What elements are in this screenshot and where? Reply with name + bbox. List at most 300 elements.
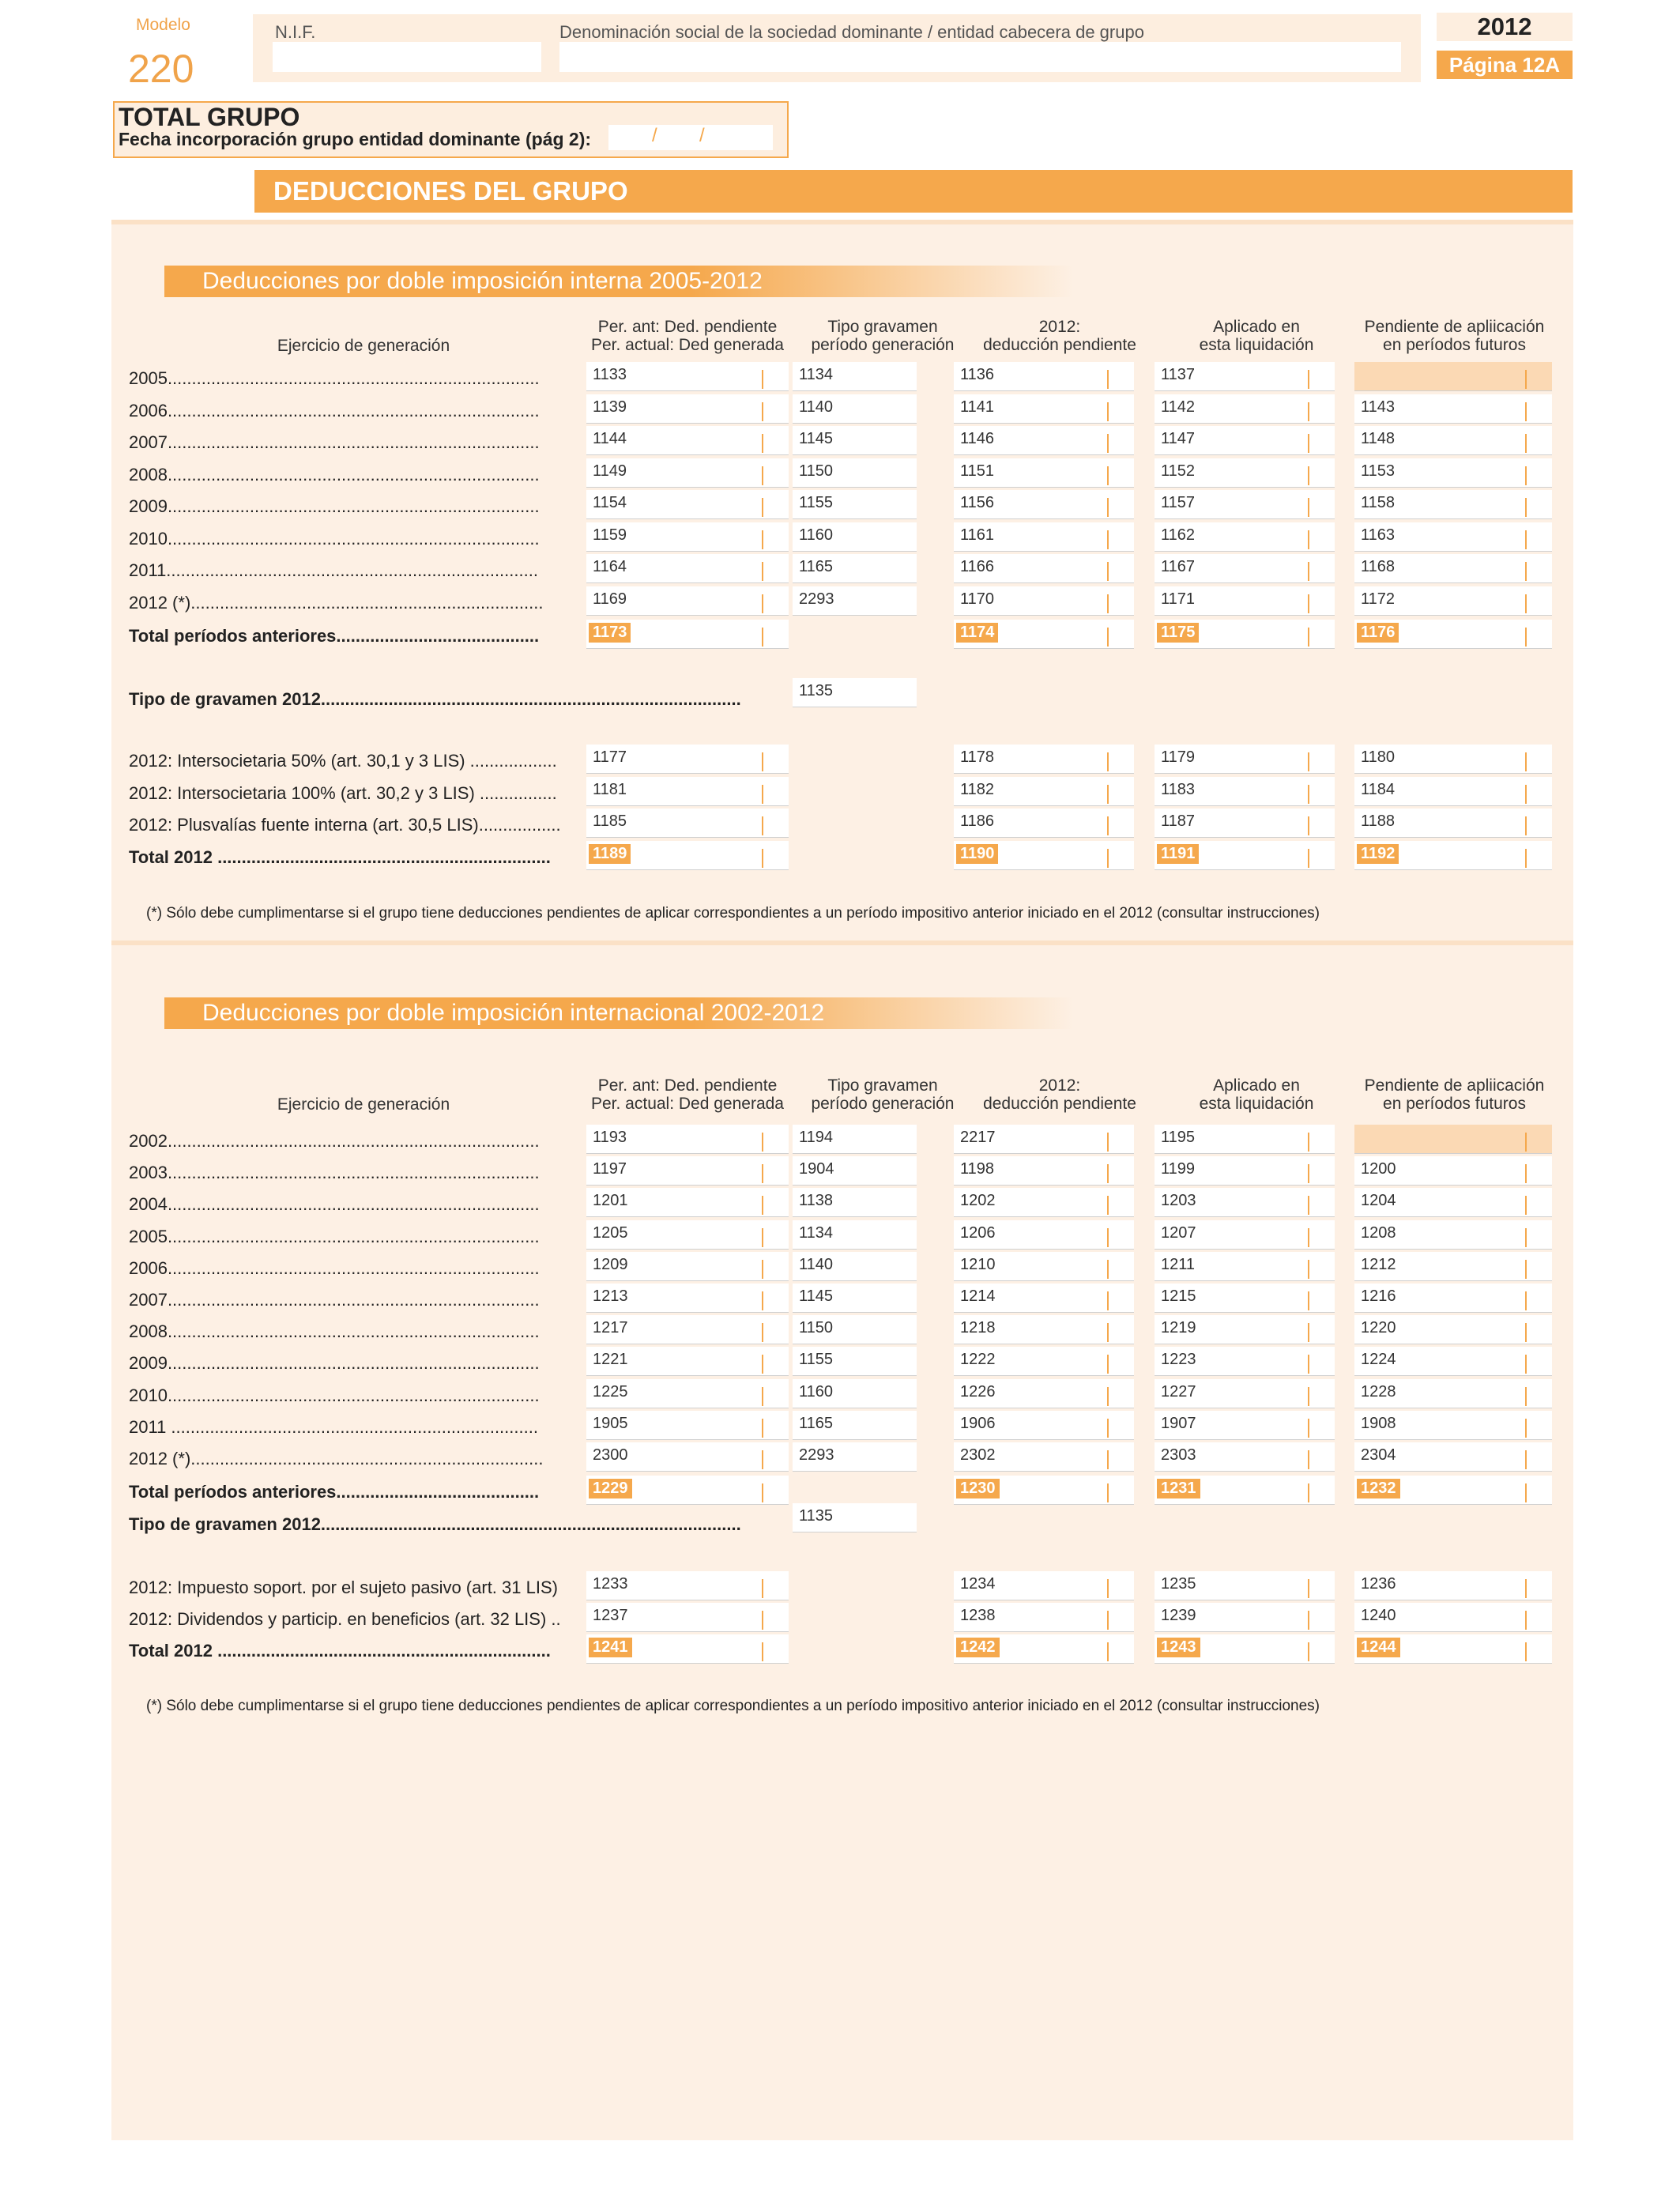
field-tick bbox=[1308, 562, 1309, 581]
amount-field-1204[interactable] bbox=[1354, 1188, 1552, 1217]
amount-field-1163[interactable] bbox=[1354, 522, 1552, 552]
amount-field-1162[interactable] bbox=[1155, 522, 1335, 552]
field-code: 1206 bbox=[960, 1223, 996, 1242]
amount-field-1134[interactable] bbox=[793, 362, 917, 391]
amount-field-1195[interactable] bbox=[1155, 1125, 1335, 1154]
amount-field-1197[interactable] bbox=[586, 1156, 789, 1186]
amount-field-1223[interactable] bbox=[1155, 1347, 1335, 1376]
field-code: 1907 bbox=[1161, 1414, 1196, 1432]
deducciones-title: DEDUCCIONES DEL GRUPO bbox=[254, 170, 1573, 213]
amount-field-1148[interactable] bbox=[1354, 426, 1552, 455]
amount-field-1206[interactable] bbox=[954, 1220, 1134, 1250]
field-tick bbox=[762, 628, 763, 647]
field-code: 1237 bbox=[593, 1607, 628, 1625]
amount-field-1200[interactable] bbox=[1354, 1156, 1552, 1186]
field-tick bbox=[1308, 1387, 1309, 1406]
amount-field-1237[interactable] bbox=[586, 1603, 789, 1632]
amount-field-1138[interactable] bbox=[793, 1188, 917, 1217]
amount-field-1141[interactable] bbox=[954, 394, 1134, 424]
field-code: 1152 bbox=[1161, 462, 1196, 480]
field-code: 1218 bbox=[960, 1319, 996, 1337]
column-header-line1: Aplicado en bbox=[1213, 1076, 1300, 1095]
field-tick bbox=[1308, 1419, 1309, 1438]
amount-field-2217[interactable] bbox=[954, 1125, 1134, 1154]
amount-field-1241[interactable] bbox=[586, 1634, 789, 1664]
field-code: 1908 bbox=[1361, 1414, 1396, 1432]
amount-field-1221[interactable] bbox=[586, 1347, 789, 1376]
column-header-line2: esta liquidación bbox=[1199, 336, 1314, 354]
field-code: 1230 bbox=[956, 1479, 1000, 1498]
amount-field-1225[interactable] bbox=[586, 1379, 789, 1408]
amount-field-1222[interactable] bbox=[954, 1347, 1134, 1376]
amount-field-1155[interactable] bbox=[793, 490, 917, 519]
field-code: 1146 bbox=[960, 430, 995, 447]
field-tick bbox=[1525, 849, 1527, 868]
field-tick bbox=[1525, 594, 1527, 613]
field-tick bbox=[1107, 628, 1109, 647]
amount-field-1219[interactable] bbox=[1155, 1315, 1335, 1344]
amount-field-1186[interactable] bbox=[954, 809, 1134, 838]
amount-field-1201[interactable] bbox=[586, 1188, 789, 1217]
field-code: 1134 bbox=[799, 366, 834, 383]
field-code: 1240 bbox=[1361, 1607, 1396, 1625]
field-code: 1172 bbox=[1361, 590, 1396, 608]
amount-field-1160[interactable] bbox=[793, 1379, 917, 1408]
amount-field-1212[interactable] bbox=[1354, 1252, 1552, 1281]
field-tick bbox=[762, 1579, 763, 1598]
column-header-line1: Per. ant: Ded. pendiente bbox=[597, 1076, 778, 1095]
amount-field-1211[interactable] bbox=[1155, 1252, 1335, 1281]
field-code: 1165 bbox=[799, 558, 834, 575]
field-tick bbox=[1308, 402, 1309, 421]
field-code: 1158 bbox=[1361, 494, 1396, 511]
field-tick bbox=[1525, 816, 1527, 835]
field-code: 1198 bbox=[960, 1160, 995, 1178]
amount-field-1152[interactable] bbox=[1155, 458, 1335, 488]
amount-field-1191[interactable] bbox=[1155, 841, 1335, 870]
amount-field-1230[interactable] bbox=[954, 1476, 1134, 1505]
field-code: 1225 bbox=[593, 1382, 628, 1400]
denominacion-label: Denominación social de la sociedad dominante / entidad cabecera de grupo bbox=[559, 22, 1144, 42]
amount-field-1147[interactable] bbox=[1155, 426, 1335, 455]
field-code: 1138 bbox=[799, 1192, 834, 1210]
column-header-apl bbox=[1154, 1076, 1359, 1113]
field-tick bbox=[1107, 752, 1109, 771]
amount-field-1904[interactable] bbox=[793, 1156, 917, 1186]
amount-field-1161[interactable] bbox=[954, 522, 1134, 552]
amount-field-1188[interactable] bbox=[1354, 809, 1552, 838]
field-code: 1236 bbox=[1361, 1575, 1396, 1593]
amount-field-1168[interactable] bbox=[1354, 554, 1552, 583]
field-code: 2304 bbox=[1361, 1446, 1396, 1464]
field-code: 1180 bbox=[1361, 748, 1396, 766]
amount-field-1906[interactable] bbox=[954, 1411, 1134, 1440]
tipo-gravamen-label: Tipo de gravamen 2012....................................................................................... bbox=[129, 689, 741, 709]
amount-field-1210[interactable] bbox=[954, 1252, 1134, 1281]
field-tick bbox=[1107, 1355, 1109, 1374]
field-code: 1136 bbox=[960, 366, 995, 383]
nif-field[interactable] bbox=[273, 42, 541, 72]
amount-field-1227[interactable] bbox=[1155, 1379, 1335, 1408]
field-code: 1212 bbox=[1361, 1255, 1396, 1273]
row-label: 2011............................................................................. bbox=[129, 560, 538, 580]
field-tick bbox=[1107, 1323, 1109, 1342]
amount-field-1189[interactable] bbox=[586, 841, 789, 870]
amount-field-1143[interactable] bbox=[1354, 394, 1552, 424]
field-tick bbox=[1308, 594, 1309, 613]
amount-field-1169[interactable] bbox=[586, 586, 789, 616]
field-tick bbox=[1107, 1579, 1109, 1598]
row-label: Total 2012 ..................................................................... bbox=[129, 1641, 551, 1661]
amount-field-1175[interactable] bbox=[1155, 620, 1335, 649]
empty-shaded-cell bbox=[1354, 1125, 1552, 1154]
amount-field-1228[interactable] bbox=[1354, 1379, 1552, 1408]
amount-field-1240[interactable] bbox=[1354, 1603, 1552, 1632]
amount-field-1234[interactable] bbox=[954, 1571, 1134, 1600]
field-tick bbox=[1308, 752, 1309, 771]
field-code: 1163 bbox=[1361, 526, 1396, 544]
field-code: 1187 bbox=[1161, 812, 1196, 830]
field-tick bbox=[1525, 1483, 1527, 1502]
field-code: 1134 bbox=[799, 1223, 834, 1242]
field-code: 1185 bbox=[593, 812, 627, 830]
amount-field-1172[interactable] bbox=[1354, 586, 1552, 616]
column-header-apl bbox=[1154, 318, 1359, 354]
amount-field-1226[interactable] bbox=[954, 1379, 1134, 1408]
amount-field-1160[interactable] bbox=[793, 522, 917, 552]
tipo-gravamen-field[interactable] bbox=[793, 678, 917, 707]
amount-field-1134[interactable] bbox=[793, 1220, 917, 1250]
amount-field-1217[interactable] bbox=[586, 1315, 789, 1344]
amount-field-1176[interactable] bbox=[1354, 620, 1552, 649]
field-code: 1219 bbox=[1161, 1319, 1196, 1337]
amount-field-1173[interactable] bbox=[586, 620, 789, 649]
field-tick bbox=[1308, 1260, 1309, 1279]
column-header-line2: en períodos futuros bbox=[1383, 336, 1526, 354]
amount-field-1202[interactable] bbox=[954, 1188, 1134, 1217]
amount-field-1180[interactable] bbox=[1354, 745, 1552, 774]
amount-field-1133[interactable] bbox=[586, 362, 789, 391]
field-code: 1191 bbox=[1157, 844, 1199, 864]
field-tick bbox=[1107, 1483, 1109, 1502]
amount-field-1244[interactable] bbox=[1354, 1634, 1552, 1664]
fecha-incorporacion-field[interactable] bbox=[608, 125, 773, 150]
amount-field-1190[interactable] bbox=[954, 841, 1134, 870]
amount-field-2300[interactable] bbox=[586, 1442, 789, 1472]
field-code: 1166 bbox=[960, 558, 995, 575]
field-code: 1143 bbox=[1361, 398, 1396, 416]
field-code: 1243 bbox=[1157, 1638, 1200, 1657]
amount-field-1215[interactable] bbox=[1155, 1284, 1335, 1313]
row-label: 2012 (*)......................................................................... bbox=[129, 1449, 544, 1468]
field-code: 1159 bbox=[593, 526, 627, 544]
amount-field-1166[interactable] bbox=[954, 554, 1134, 583]
field-code: 1239 bbox=[1161, 1607, 1196, 1625]
field-tick bbox=[1525, 1228, 1527, 1247]
row-label: 2008............................................................................. bbox=[129, 464, 540, 484]
field-tick bbox=[1107, 1387, 1109, 1406]
field-tick bbox=[762, 1228, 763, 1247]
amount-field-1140[interactable] bbox=[793, 1252, 917, 1281]
field-code: 1170 bbox=[960, 590, 995, 608]
field-tick bbox=[1308, 530, 1309, 549]
amount-field-1157[interactable] bbox=[1155, 490, 1335, 519]
amount-field-1192[interactable] bbox=[1354, 841, 1552, 870]
field-code: 1233 bbox=[593, 1575, 628, 1593]
amount-field-1177[interactable] bbox=[586, 745, 789, 774]
amount-field-1208[interactable] bbox=[1354, 1220, 1552, 1250]
amount-field-1140[interactable] bbox=[793, 394, 917, 424]
amount-field-1137[interactable] bbox=[1155, 362, 1335, 391]
amount-field-1179[interactable] bbox=[1155, 745, 1335, 774]
field-tick bbox=[1308, 370, 1309, 389]
column-header-ded bbox=[949, 318, 1170, 354]
column-header-line2: Per. actual: Ded generada bbox=[590, 336, 784, 354]
field-code: 1147 bbox=[1161, 430, 1196, 447]
amount-field-1224[interactable] bbox=[1354, 1347, 1552, 1376]
amount-field-1236[interactable] bbox=[1354, 1571, 1552, 1600]
field-tick bbox=[762, 498, 763, 517]
field-tick bbox=[762, 594, 763, 613]
amount-field-1905[interactable] bbox=[586, 1411, 789, 1440]
amount-field-1216[interactable] bbox=[1354, 1284, 1552, 1313]
amount-field-1145[interactable] bbox=[793, 1284, 917, 1313]
field-code: 1205 bbox=[593, 1223, 628, 1242]
field-code: 1241 bbox=[589, 1638, 632, 1657]
row-label: 2009............................................................................. bbox=[129, 1353, 540, 1374]
field-tick bbox=[1107, 1611, 1109, 1630]
field-tick bbox=[762, 1642, 763, 1661]
column-header-line2: esta liquidación bbox=[1199, 1095, 1314, 1113]
field-code: 1242 bbox=[956, 1638, 1000, 1657]
tipo-gravamen-label: Tipo de gravamen 2012....................................................................................... bbox=[129, 1514, 741, 1534]
amount-field-1239[interactable] bbox=[1155, 1603, 1335, 1632]
row-label: 2006............................................................................. bbox=[129, 400, 540, 420]
column-header-line2: deducción pendiente bbox=[983, 336, 1136, 354]
amount-field-1144[interactable] bbox=[586, 426, 789, 455]
amount-field-1142[interactable] bbox=[1155, 394, 1335, 424]
field-tick bbox=[762, 1419, 763, 1438]
year-badge: 2012 bbox=[1437, 13, 1573, 41]
amount-field-1146[interactable] bbox=[954, 426, 1134, 455]
field-tick bbox=[1525, 785, 1527, 804]
field-code: 1202 bbox=[960, 1192, 996, 1210]
field-tick bbox=[1308, 1133, 1309, 1152]
field-tick bbox=[1525, 1323, 1527, 1342]
field-code: 1140 bbox=[799, 398, 834, 416]
amount-field-1198[interactable] bbox=[954, 1156, 1134, 1186]
field-code: 1217 bbox=[593, 1319, 628, 1337]
amount-field-1165[interactable] bbox=[793, 554, 917, 583]
row-label: 2010............................................................................. bbox=[129, 1385, 540, 1405]
amount-field-1136[interactable] bbox=[954, 362, 1134, 391]
amount-field-1213[interactable] bbox=[586, 1284, 789, 1313]
column-header-line1: 2012: bbox=[1038, 1076, 1081, 1095]
amount-field-1193[interactable] bbox=[586, 1125, 789, 1154]
field-tick bbox=[1308, 816, 1309, 835]
row-label: 2012 (*)......................................................................... bbox=[129, 592, 544, 613]
amount-field-1145[interactable] bbox=[793, 426, 917, 455]
row-label: 2007............................................................................. bbox=[129, 1290, 540, 1310]
column-header-line1: Pendiente de apliicación bbox=[1364, 318, 1545, 336]
denominacion-field[interactable] bbox=[559, 42, 1401, 72]
amount-field-1159[interactable] bbox=[586, 522, 789, 552]
field-tick bbox=[762, 816, 763, 835]
field-code: 1173 bbox=[589, 623, 631, 643]
amount-field-2293[interactable] bbox=[793, 1442, 917, 1472]
amount-field-1155[interactable] bbox=[793, 1347, 917, 1376]
field-tick bbox=[1308, 1164, 1309, 1183]
row-label: 2004............................................................................. bbox=[129, 1194, 540, 1215]
amount-field-1165[interactable] bbox=[793, 1411, 917, 1440]
amount-field-1154[interactable] bbox=[586, 490, 789, 519]
column-header-ded bbox=[949, 1076, 1170, 1113]
field-tick bbox=[1525, 1579, 1527, 1598]
row-label: 2012: Plusvalías fuente interna (art. 30,5 LIS)................. bbox=[129, 815, 561, 835]
amount-field-1151[interactable] bbox=[954, 458, 1134, 488]
amount-field-1238[interactable] bbox=[954, 1603, 1134, 1632]
field-code: 1144 bbox=[593, 430, 627, 447]
amount-field-2304[interactable] bbox=[1354, 1442, 1552, 1472]
amount-field-1235[interactable] bbox=[1155, 1571, 1335, 1600]
field-tick bbox=[1308, 1642, 1309, 1661]
field-tick bbox=[1525, 1387, 1527, 1406]
nif-label: N.I.F. bbox=[275, 22, 316, 42]
column-header-pend bbox=[1356, 318, 1554, 354]
field-tick bbox=[1107, 466, 1109, 485]
field-code: 1203 bbox=[1161, 1192, 1196, 1210]
field-code: 1165 bbox=[799, 1414, 834, 1432]
amount-field-1207[interactable] bbox=[1155, 1220, 1335, 1250]
amount-field-1185[interactable] bbox=[586, 809, 789, 838]
amount-field-1232[interactable] bbox=[1354, 1476, 1552, 1505]
amount-field-1242[interactable] bbox=[954, 1634, 1134, 1664]
field-tick bbox=[1525, 402, 1527, 421]
column-header-line2: período generación bbox=[811, 336, 955, 354]
amount-field-1153[interactable] bbox=[1354, 458, 1552, 488]
field-code: 1189 bbox=[589, 844, 631, 864]
field-code: 1211 bbox=[1161, 1255, 1196, 1273]
field-tick bbox=[762, 1387, 763, 1406]
amount-field-1167[interactable] bbox=[1155, 554, 1335, 583]
amount-field-1182[interactable] bbox=[954, 777, 1134, 806]
amount-field-1181[interactable] bbox=[586, 777, 789, 806]
field-tick bbox=[762, 752, 763, 771]
amount-field-1187[interactable] bbox=[1155, 809, 1335, 838]
amount-field-1209[interactable] bbox=[586, 1252, 789, 1281]
field-tick bbox=[1308, 1323, 1309, 1342]
field-code: 1181 bbox=[593, 780, 627, 798]
amount-field-1243[interactable] bbox=[1155, 1634, 1335, 1664]
field-code: 1207 bbox=[1161, 1223, 1196, 1242]
field-code: 1178 bbox=[960, 748, 995, 766]
field-code: 1148 bbox=[1361, 430, 1396, 447]
field-code: 1201 bbox=[593, 1192, 628, 1210]
field-tick bbox=[1107, 816, 1109, 835]
amount-field-1908[interactable] bbox=[1354, 1411, 1552, 1440]
field-tick bbox=[1525, 752, 1527, 771]
amount-field-2302[interactable] bbox=[954, 1442, 1134, 1472]
field-tick bbox=[1525, 1419, 1527, 1438]
field-tick bbox=[1107, 1450, 1109, 1469]
field-tick bbox=[1107, 530, 1109, 549]
field-tick bbox=[1525, 562, 1527, 581]
field-code: 1208 bbox=[1361, 1223, 1396, 1242]
amount-field-1150[interactable] bbox=[793, 1315, 917, 1344]
amount-field-1218[interactable] bbox=[954, 1315, 1134, 1344]
date-separator: / bbox=[652, 125, 657, 146]
amount-field-1150[interactable] bbox=[793, 458, 917, 488]
amount-field-2303[interactable] bbox=[1155, 1442, 1335, 1472]
field-code: 1190 bbox=[956, 844, 998, 864]
amount-field-1149[interactable] bbox=[586, 458, 789, 488]
field-code: 1135 bbox=[799, 682, 834, 699]
amount-field-1158[interactable] bbox=[1354, 490, 1552, 519]
field-tick bbox=[762, 785, 763, 804]
field-tick bbox=[762, 1450, 763, 1469]
amount-field-1220[interactable] bbox=[1354, 1315, 1552, 1344]
field-tick bbox=[1525, 370, 1527, 389]
field-code: 1149 bbox=[593, 462, 627, 480]
field-tick bbox=[1525, 530, 1527, 549]
amount-field-1183[interactable] bbox=[1155, 777, 1335, 806]
field-code: 1168 bbox=[1361, 558, 1396, 575]
amount-field-1184[interactable] bbox=[1354, 777, 1552, 806]
amount-field-1199[interactable] bbox=[1155, 1156, 1335, 1186]
field-tick bbox=[1107, 1291, 1109, 1310]
amount-field-1178[interactable] bbox=[954, 745, 1134, 774]
amount-field-1203[interactable] bbox=[1155, 1188, 1335, 1217]
amount-field-1907[interactable] bbox=[1155, 1411, 1335, 1440]
field-code: 1213 bbox=[593, 1287, 628, 1305]
amount-field-1233[interactable] bbox=[586, 1571, 789, 1600]
tipo-gravamen-field[interactable] bbox=[793, 1503, 917, 1532]
field-code: 1135 bbox=[799, 1507, 834, 1525]
divider bbox=[111, 941, 1573, 945]
field-tick bbox=[1107, 1419, 1109, 1438]
field-code: 1139 bbox=[593, 398, 627, 416]
field-code: 1155 bbox=[799, 494, 834, 511]
row-label: Total períodos anteriores.......................................... bbox=[129, 626, 540, 646]
column-header-line1: Tipo gravamen bbox=[827, 1076, 938, 1095]
amount-field-1171[interactable] bbox=[1155, 586, 1335, 616]
amount-field-1164[interactable] bbox=[586, 554, 789, 583]
field-tick bbox=[762, 434, 763, 453]
field-code: 1182 bbox=[960, 780, 995, 798]
amount-field-1214[interactable] bbox=[954, 1284, 1134, 1313]
amount-field-1139[interactable] bbox=[586, 394, 789, 424]
field-code: 1151 bbox=[960, 462, 995, 480]
field-tick bbox=[1308, 785, 1309, 804]
column-header-ejercicio: Ejercicio de generación bbox=[277, 1095, 450, 1114]
amount-field-1205[interactable] bbox=[586, 1220, 789, 1250]
amount-field-2293[interactable] bbox=[793, 586, 917, 616]
row-label: 2006............................................................................. bbox=[129, 1257, 540, 1278]
field-code: 1244 bbox=[1357, 1638, 1400, 1657]
amount-field-1231[interactable] bbox=[1155, 1476, 1335, 1505]
amount-field-1229[interactable] bbox=[586, 1476, 789, 1505]
amount-field-1170[interactable] bbox=[954, 586, 1134, 616]
amount-field-1194[interactable] bbox=[793, 1125, 917, 1154]
amount-field-1156[interactable] bbox=[954, 490, 1134, 519]
field-tick bbox=[762, 1133, 763, 1152]
field-code: 1193 bbox=[593, 1129, 627, 1146]
field-tick bbox=[1308, 1483, 1309, 1502]
row-label: 2012: Intersocietaria 50% (art. 30,1 y 3 LIS) .................. bbox=[129, 751, 557, 771]
field-code: 1192 bbox=[1357, 844, 1399, 864]
field-tick bbox=[762, 1164, 763, 1183]
amount-field-1174[interactable] bbox=[954, 620, 1134, 649]
